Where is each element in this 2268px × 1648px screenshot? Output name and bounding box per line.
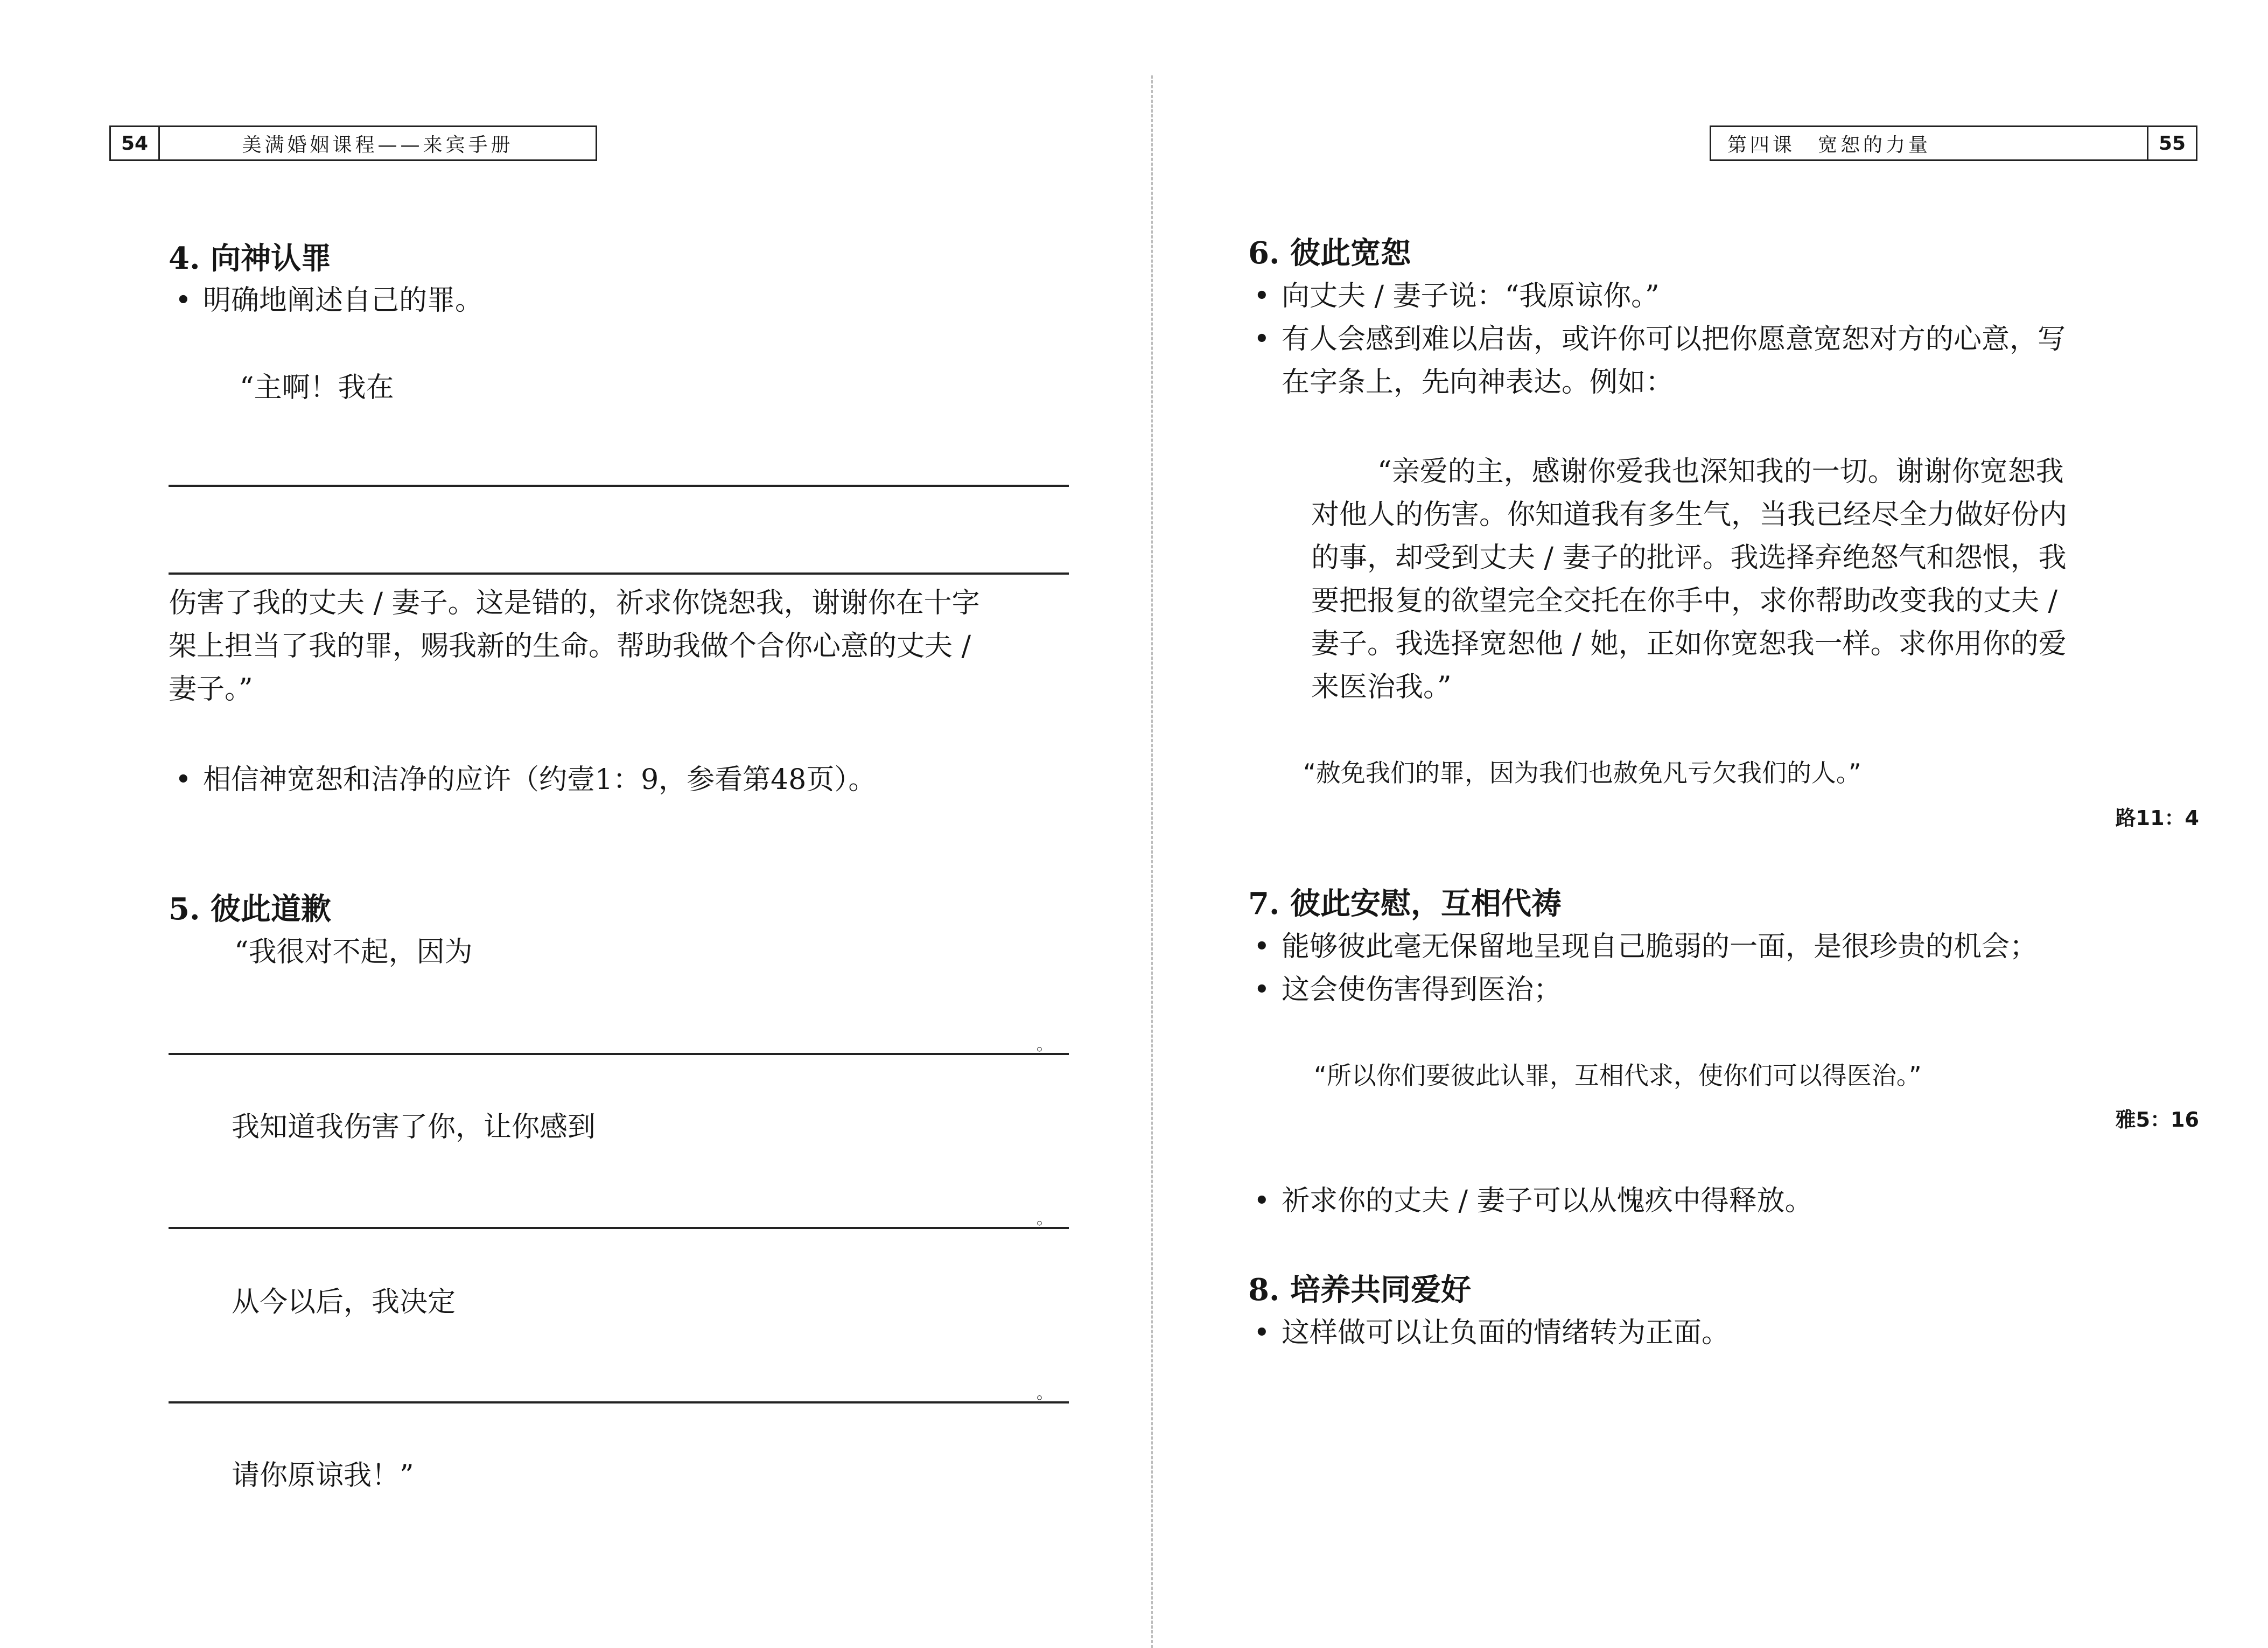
fill-in-line: [169, 1401, 1069, 1403]
prayer-quote-line: 妻子。我选择宽恕他 / 她，正如你宽恕我一样。求你用你的爱: [1311, 628, 2067, 660]
scripture-verse: “所以你们要彼此认罪，互相代求，使你们可以得医治。”: [1314, 1061, 1922, 1090]
fill-in-line: [169, 572, 1069, 575]
fill-in-line: [169, 1227, 1069, 1229]
running-header: [109, 125, 597, 161]
section-heading: 5. 彼此道歉: [169, 891, 331, 927]
prayer-quote-line: 来医治我。”: [1311, 671, 1452, 703]
prayer-quote-line: 要把报复的欲望完全交托在你手中，求你帮助改变我的丈夫 /: [1311, 585, 2058, 617]
bullet-item: • 这会使伤害得到医治；: [1254, 968, 1562, 1011]
bullet-item-continued: 在字条上，先向神表达。例如：: [1282, 366, 1674, 399]
header-title: 美满婚姻课程——来宾手册: [242, 134, 514, 156]
line-end-mark: 。: [1037, 1384, 1053, 1403]
bullet-item: • 向丈夫 / 妻子说：“我原谅你。”: [1254, 275, 1660, 318]
apology-text: 我知道我伤害了你，让你感到: [232, 1111, 596, 1143]
page-number: 55: [2147, 127, 2196, 159]
bullet-item: • 这样做可以让负面的情绪转为正面。: [1254, 1311, 1730, 1354]
bullet-item: • 能够彼此毫无保留地呈现自己脆弱的一面，是很珍贵的机会；: [1254, 925, 2038, 968]
line-end-mark: 。: [1037, 1210, 1053, 1228]
running-header: [1710, 125, 2197, 161]
bullet-item: • 祈求你的丈夫 / 妻子可以从愧疚中得释放。: [1254, 1179, 1813, 1223]
section-heading: 8. 培养共同爱好: [1248, 1272, 1471, 1308]
section-heading: 6. 彼此宽恕: [1248, 235, 1411, 271]
scripture-verse: “赦免我们的罪，因为我们也赦免凡亏欠我们的人。”: [1303, 758, 1861, 787]
scripture-reference: 雅5：16: [2115, 1108, 2199, 1132]
bullet-item: • 有人会感到难以启齿，或许你可以把你愿意宽恕对方的心意，写: [1254, 318, 2066, 361]
apology-text: 从今以后，我决定: [232, 1286, 456, 1318]
prayer-text: 架上担当了我的罪，赐我新的生命。帮助我做个合你心意的丈夫 /: [169, 630, 971, 662]
header-title: 第四课 宽恕的力量: [1727, 134, 1931, 156]
section-heading: 7. 彼此安慰，互相代祷: [1248, 886, 1562, 921]
bullet-item: • 明确地阐述自己的罪。: [175, 279, 483, 322]
prayer-text: “主啊！我在: [240, 372, 394, 404]
prayer-quote-line: “亲爱的主，感谢你爱我也深知我的一切。谢谢你宽恕我: [1377, 456, 2064, 488]
prayer-quote-line: 对他人的伤害。你知道我有多生气，当我已经尽全力做好份内: [1311, 499, 2068, 531]
fill-in-line: [169, 485, 1069, 487]
apology-text: “我很对不起，因为: [234, 936, 473, 968]
prayer-text: 妻子。”: [169, 673, 253, 706]
bullet-item: • 相信神宽恕和洁净的应许（约壹1：9，参看第48页）。: [175, 758, 876, 801]
prayer-text: 伤害了我的丈夫 / 妻子。这是错的，祈求你饶恕我，谢谢你在十字: [169, 587, 980, 619]
right-page: [1152, 0, 2268, 1648]
prayer-quote-line: 的事，却受到丈夫 / 妻子的批评。我选择弃绝怒气和怨恨，我: [1311, 542, 2067, 574]
fill-in-line: [169, 1053, 1069, 1055]
line-end-mark: 。: [1037, 1036, 1053, 1055]
section-heading: 4. 向神认罪: [169, 241, 331, 276]
scripture-reference: 路11：4: [2115, 806, 2199, 830]
apology-text: 请你原谅我！”: [232, 1460, 414, 1492]
page-number: 54: [111, 127, 160, 159]
